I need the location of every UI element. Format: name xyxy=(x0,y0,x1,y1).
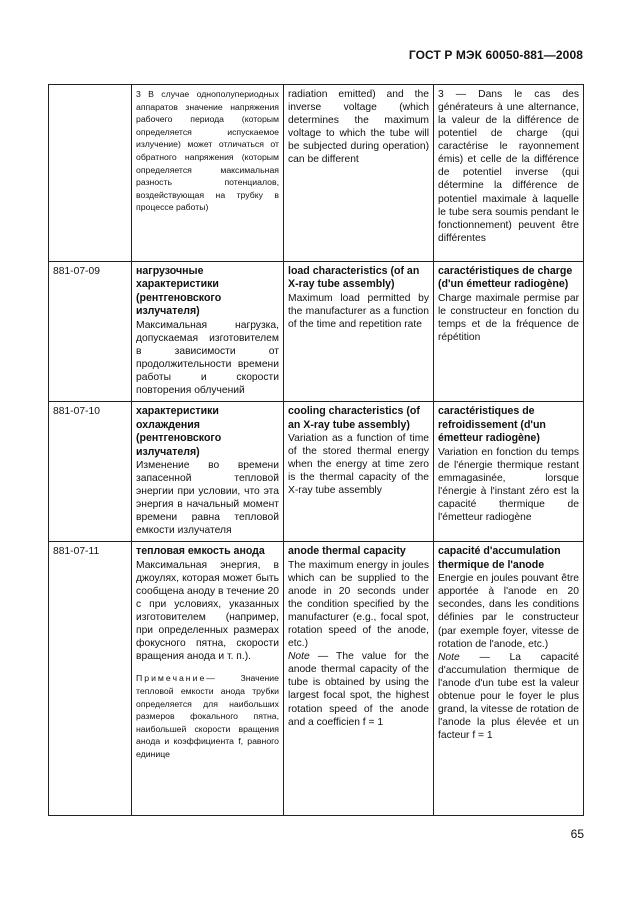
table-row xyxy=(49,542,584,816)
en-cell xyxy=(284,262,434,402)
en-term-heading: load characteristics (of an X-ray tube assembly) xyxy=(288,265,420,291)
fr-cell xyxy=(434,402,584,542)
fr-note-label: Note xyxy=(438,651,460,663)
en-cell xyxy=(284,85,434,262)
ru-definition: Изменение во времени запасенной тепловой энергии при условии, что эта энергия в начальный момент времени равна тепловой емкости излучателя xyxy=(136,460,279,537)
ru-term-heading: тепловая емкость анода xyxy=(136,545,265,558)
document-header: ГОСТ Р МЭК 60050-881—2008 xyxy=(408,48,583,62)
fr-cell xyxy=(434,85,584,262)
ru-note xyxy=(136,672,279,760)
terms-table xyxy=(48,84,584,816)
fr-definition: Charge maximale permise par le constructeur en fonction du temps et de la fréquence de répétition xyxy=(438,292,579,344)
ru-cell xyxy=(132,85,284,262)
en-text: radiation emitted) and the inverse voltage (which determines the maximum voltage to which the tube will be subjected during operation) can be different xyxy=(288,89,429,166)
ru-cell xyxy=(132,262,284,402)
fr-note-text: — La capacité d'accumulation thermique de l'anode d'un tube est la valeur obtenue pour le foyer le plus grand, la vitesse de rotation de l'anode la plus élevée et un facteur f = 1 xyxy=(438,651,579,742)
ru-note-label: Примечание xyxy=(136,673,207,684)
table-row xyxy=(49,262,584,402)
fr-cell xyxy=(434,542,584,816)
en-term-heading: anode thermal capacity xyxy=(288,545,406,558)
fr-definition: Energie en joules pouvant être apportée à l'anode en 20 secondes, dans les conditions définies par le constructeur (par exemple foyer, vitesse de rotation de l'anode, etc.) xyxy=(438,573,579,650)
term-code: 881-07-10 xyxy=(49,402,132,542)
ru-cell xyxy=(132,402,284,542)
term-code: 881-07-09 xyxy=(49,262,132,402)
fr-definition: Variation en fonction du temps de l'énergie thermique restant emmagasinée, lorsque l'énergie à l'instant zéro est la capacité thermique de l'émetteur radiogène xyxy=(438,446,579,523)
page-number: 65 xyxy=(570,827,584,841)
en-definition: Maximum load permitted by the manufacturer as a function of the time and repetition rate xyxy=(288,292,429,331)
fr-text: 3 — Dans le cas des générateurs à une alternance, la valeur de la différence de potentiel de charge (qui caractérise le rayonnement émis) et celle de la différence de potentiel inverse (qui détermine la différence de potentiel maximale à laquelle le tube sera soumis pendant le fonctionnement) peuvent être différentes xyxy=(438,89,579,244)
ru-text: 3 В случае однополупериодных аппаратов значение напряжения рабочего периода (которым определяется испускаемое излучение) может отличаться от обратного напряжения (которым определяется максимальная разность потенциалов, воздействующая на трубку в процессе работы) xyxy=(136,89,279,213)
term-code: 881-07-11 xyxy=(49,542,132,816)
fr-note xyxy=(438,651,579,742)
ru-note-text: — Значение тепловой емкости анода трубки определяется для наибольших размеров фокального пятна, наибольшей скорости вращения анода и коэффициента f, равного единице xyxy=(136,673,279,759)
fr-term-heading: caractéristiques de charge (d'un émetteur radiogène) xyxy=(438,265,573,291)
en-cell xyxy=(284,542,434,816)
fr-term-heading: capacité d'accumulation thermique de l'anode xyxy=(438,545,561,571)
en-definition: Variation as a function of time of the stored thermal energy when the energy at time zero is the thermal capacity of the X-ray tube assembly xyxy=(288,433,429,497)
en-note xyxy=(288,650,429,728)
ru-definition: Максимальная нагрузка, допускаемая изготовителем в зависимости от продолжительности времени работы и скорости повторения облучений xyxy=(136,319,279,397)
ru-term-heading: нагрузочные характеристики (рентгеновского излучателя) xyxy=(136,265,222,318)
ru-cell xyxy=(132,542,284,816)
term-code xyxy=(49,85,132,262)
fr-term-heading: caractéristiques de refroidissement (d'un émetteur radiogène) xyxy=(438,405,546,445)
en-definition: The maximum energy in joules which can be supplied to the anode in 20 seconds under the condition specified by the manufacturer (e.g., focal spot, rotation speed of the anode, etc.) xyxy=(288,559,429,650)
en-note-text: — The value for the anode thermal capacity of the tube is obtained by using the largest focal spot, the highest rotation speed of the anode and a coefficien f = 1 xyxy=(288,651,429,728)
en-cell xyxy=(284,402,434,542)
ru-definition: Максимальная энергия, в джоулях, которая может быть сообщена аноду в течение 20 с при условиях, указанных изготовителем (например, при определенных размерах фокусного пятна, скорости вращения анода и т. п.). xyxy=(136,559,279,663)
en-term-heading: cooling characteristics (of an X-ray tube assembly) xyxy=(288,405,420,431)
ru-term-heading: характеристики охлаждения (рентгеновского излучателя) xyxy=(136,405,222,458)
table-row xyxy=(49,85,584,262)
en-note-label: Note xyxy=(288,651,310,663)
table-row xyxy=(49,402,584,542)
fr-cell xyxy=(434,262,584,402)
